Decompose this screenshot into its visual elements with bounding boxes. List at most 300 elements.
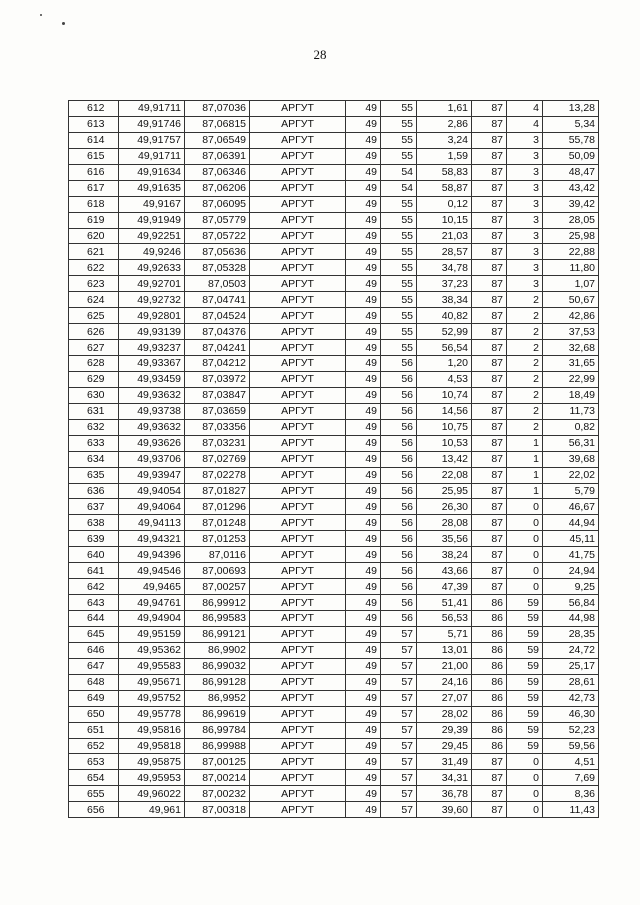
lat-minutes-cell: 55 <box>381 292 417 308</box>
page-number: 28 <box>313 47 327 62</box>
object-name-cell: АРГУТ <box>250 292 346 308</box>
longitude-cell: 87,06815 <box>185 116 250 132</box>
point-number-cell: 633 <box>69 435 119 451</box>
lon-seconds-cell: 28,35 <box>543 626 599 642</box>
object-name-cell: АРГУТ <box>250 101 346 117</box>
lon-minutes-cell: 59 <box>507 658 543 674</box>
lat-seconds-cell: 13,01 <box>417 642 472 658</box>
lat-degrees-cell: 49 <box>346 499 381 515</box>
lat-minutes-cell: 54 <box>381 180 417 196</box>
table-row <box>69 371 599 387</box>
lat-degrees-cell: 49 <box>346 244 381 260</box>
lat-minutes-cell: 56 <box>381 531 417 547</box>
lon-degrees-cell: 87 <box>472 212 507 228</box>
lon-seconds-cell: 7,69 <box>543 770 599 786</box>
table-row <box>69 722 599 738</box>
latitude-cell: 49,95953 <box>119 770 185 786</box>
longitude-cell: 87,0503 <box>185 276 250 292</box>
lon-degrees-cell: 87 <box>472 387 507 403</box>
object-name-cell: АРГУТ <box>250 547 346 563</box>
lon-seconds-cell: 8,36 <box>543 786 599 802</box>
latitude-cell: 49,94321 <box>119 531 185 547</box>
lon-degrees-cell: 87 <box>472 499 507 515</box>
table-row <box>69 324 599 340</box>
lat-seconds-cell: 36,78 <box>417 786 472 802</box>
lat-degrees-cell: 49 <box>346 387 381 403</box>
point-number-cell: 655 <box>69 786 119 802</box>
lon-degrees-cell: 87 <box>472 132 507 148</box>
lon-seconds-cell: 13,28 <box>543 101 599 117</box>
point-number-cell: 615 <box>69 148 119 164</box>
latitude-cell: 49,94761 <box>119 595 185 611</box>
lon-minutes-cell: 59 <box>507 642 543 658</box>
lat-degrees-cell: 49 <box>346 308 381 324</box>
point-number-cell: 656 <box>69 802 119 818</box>
lat-minutes-cell: 55 <box>381 244 417 260</box>
latitude-cell: 49,94113 <box>119 515 185 531</box>
lat-minutes-cell: 55 <box>381 212 417 228</box>
lat-degrees-cell: 49 <box>346 356 381 372</box>
lat-seconds-cell: 4,53 <box>417 371 472 387</box>
lon-seconds-cell: 39,42 <box>543 196 599 212</box>
lon-minutes-cell: 1 <box>507 451 543 467</box>
longitude-cell: 87,00693 <box>185 563 250 579</box>
lat-degrees-cell: 49 <box>346 132 381 148</box>
lon-minutes-cell: 59 <box>507 626 543 642</box>
point-number-cell: 618 <box>69 196 119 212</box>
lon-minutes-cell: 0 <box>507 531 543 547</box>
lon-seconds-cell: 11,80 <box>543 260 599 276</box>
object-name-cell: АРГУТ <box>250 499 346 515</box>
lon-seconds-cell: 24,94 <box>543 563 599 579</box>
lon-seconds-cell: 56,31 <box>543 435 599 451</box>
lat-degrees-cell: 49 <box>346 276 381 292</box>
table-row <box>69 802 599 818</box>
point-number-cell: 634 <box>69 451 119 467</box>
lat-minutes-cell: 57 <box>381 722 417 738</box>
latitude-cell: 49,95875 <box>119 754 185 770</box>
lat-seconds-cell: 14,56 <box>417 403 472 419</box>
lat-degrees-cell: 49 <box>346 403 381 419</box>
latitude-cell: 49,93632 <box>119 387 185 403</box>
table-row <box>69 148 599 164</box>
point-number-cell: 651 <box>69 722 119 738</box>
point-number-cell: 646 <box>69 642 119 658</box>
lon-minutes-cell: 59 <box>507 595 543 611</box>
point-number-cell: 631 <box>69 403 119 419</box>
lat-seconds-cell: 31,49 <box>417 754 472 770</box>
point-number-cell: 630 <box>69 387 119 403</box>
lon-degrees-cell: 87 <box>472 451 507 467</box>
lon-degrees-cell: 86 <box>472 722 507 738</box>
lat-degrees-cell: 49 <box>346 626 381 642</box>
table-row <box>69 196 599 212</box>
point-number-cell: 628 <box>69 356 119 372</box>
table-row <box>69 228 599 244</box>
latitude-cell: 49,93139 <box>119 324 185 340</box>
longitude-cell: 87,06391 <box>185 148 250 164</box>
latitude-cell: 49,93632 <box>119 419 185 435</box>
lon-minutes-cell: 3 <box>507 260 543 276</box>
lon-minutes-cell: 2 <box>507 371 543 387</box>
lat-seconds-cell: 10,75 <box>417 419 472 435</box>
longitude-cell: 87,04241 <box>185 340 250 356</box>
latitude-cell: 49,9465 <box>119 579 185 595</box>
table-row <box>69 642 599 658</box>
longitude-cell: 87,03659 <box>185 403 250 419</box>
lon-seconds-cell: 44,94 <box>543 515 599 531</box>
lon-seconds-cell: 28,61 <box>543 674 599 690</box>
lat-minutes-cell: 56 <box>381 515 417 531</box>
longitude-cell: 87,05636 <box>185 244 250 260</box>
lon-seconds-cell: 43,42 <box>543 180 599 196</box>
lat-degrees-cell: 49 <box>346 435 381 451</box>
lat-degrees-cell: 49 <box>346 786 381 802</box>
lon-degrees-cell: 87 <box>472 419 507 435</box>
lon-minutes-cell: 0 <box>507 547 543 563</box>
object-name-cell: АРГУТ <box>250 802 346 818</box>
lon-seconds-cell: 46,30 <box>543 706 599 722</box>
lon-degrees-cell: 87 <box>472 515 507 531</box>
point-number-cell: 640 <box>69 547 119 563</box>
point-number-cell: 642 <box>69 579 119 595</box>
point-number-cell: 612 <box>69 101 119 117</box>
lon-minutes-cell: 2 <box>507 387 543 403</box>
lon-seconds-cell: 45,11 <box>543 531 599 547</box>
lon-minutes-cell: 0 <box>507 770 543 786</box>
lat-minutes-cell: 57 <box>381 770 417 786</box>
latitude-cell: 49,93738 <box>119 403 185 419</box>
lon-minutes-cell: 59 <box>507 674 543 690</box>
table-row <box>69 180 599 196</box>
lon-degrees-cell: 87 <box>472 292 507 308</box>
point-number-cell: 632 <box>69 419 119 435</box>
lat-degrees-cell: 49 <box>346 371 381 387</box>
lat-seconds-cell: 39,60 <box>417 802 472 818</box>
lon-degrees-cell: 87 <box>472 483 507 499</box>
lat-minutes-cell: 57 <box>381 658 417 674</box>
lat-degrees-cell: 49 <box>346 116 381 132</box>
lon-degrees-cell: 87 <box>472 563 507 579</box>
lon-minutes-cell: 0 <box>507 754 543 770</box>
table-row <box>69 356 599 372</box>
table-row <box>69 340 599 356</box>
point-number-cell: 649 <box>69 690 119 706</box>
object-name-cell: АРГУТ <box>250 180 346 196</box>
lat-seconds-cell: 34,31 <box>417 770 472 786</box>
lon-minutes-cell: 3 <box>507 180 543 196</box>
point-number-cell: 620 <box>69 228 119 244</box>
lat-minutes-cell: 56 <box>381 483 417 499</box>
latitude-cell: 49,92251 <box>119 228 185 244</box>
latitude-cell: 49,94054 <box>119 483 185 499</box>
object-name-cell: АРГУТ <box>250 754 346 770</box>
lat-degrees-cell: 49 <box>346 547 381 563</box>
lat-seconds-cell: 10,15 <box>417 212 472 228</box>
longitude-cell: 87,05779 <box>185 212 250 228</box>
lon-minutes-cell: 59 <box>507 722 543 738</box>
table-row <box>69 483 599 499</box>
lat-minutes-cell: 56 <box>381 579 417 595</box>
latitude-cell: 49,95818 <box>119 738 185 754</box>
latitude-cell: 49,91634 <box>119 164 185 180</box>
lat-minutes-cell: 57 <box>381 690 417 706</box>
lat-minutes-cell: 56 <box>381 371 417 387</box>
lon-degrees-cell: 87 <box>472 371 507 387</box>
lat-seconds-cell: 38,24 <box>417 547 472 563</box>
lon-minutes-cell: 3 <box>507 212 543 228</box>
lon-degrees-cell: 86 <box>472 611 507 627</box>
lat-seconds-cell: 43,66 <box>417 563 472 579</box>
lat-degrees-cell: 49 <box>346 770 381 786</box>
latitude-cell: 49,94904 <box>119 611 185 627</box>
longitude-cell: 87,03231 <box>185 435 250 451</box>
lat-seconds-cell: 56,53 <box>417 611 472 627</box>
latitude-cell: 49,95159 <box>119 626 185 642</box>
lat-degrees-cell: 49 <box>346 642 381 658</box>
latitude-cell: 49,95671 <box>119 674 185 690</box>
lon-minutes-cell: 3 <box>507 132 543 148</box>
longitude-cell: 86,99128 <box>185 674 250 690</box>
table-row <box>69 276 599 292</box>
lat-seconds-cell: 10,74 <box>417 387 472 403</box>
lat-degrees-cell: 49 <box>346 212 381 228</box>
object-name-cell: АРГУТ <box>250 340 346 356</box>
lat-seconds-cell: 52,99 <box>417 324 472 340</box>
lon-seconds-cell: 41,75 <box>543 547 599 563</box>
object-name-cell: АРГУТ <box>250 324 346 340</box>
lon-degrees-cell: 87 <box>472 308 507 324</box>
lon-minutes-cell: 3 <box>507 244 543 260</box>
lat-minutes-cell: 57 <box>381 786 417 802</box>
lat-seconds-cell: 22,08 <box>417 467 472 483</box>
table-row <box>69 244 599 260</box>
scan-mark <box>40 14 42 16</box>
lat-seconds-cell: 10,53 <box>417 435 472 451</box>
lat-minutes-cell: 55 <box>381 196 417 212</box>
table-row <box>69 292 599 308</box>
lon-minutes-cell: 1 <box>507 483 543 499</box>
table-row <box>69 754 599 770</box>
lat-seconds-cell: 26,30 <box>417 499 472 515</box>
point-number-cell: 641 <box>69 563 119 579</box>
object-name-cell: АРГУТ <box>250 435 346 451</box>
longitude-cell: 87,01248 <box>185 515 250 531</box>
lat-minutes-cell: 56 <box>381 419 417 435</box>
longitude-cell: 87,01827 <box>185 483 250 499</box>
table-row <box>69 101 599 117</box>
object-name-cell: АРГУТ <box>250 116 346 132</box>
lon-seconds-cell: 50,67 <box>543 292 599 308</box>
point-number-cell: 617 <box>69 180 119 196</box>
longitude-cell: 87,00125 <box>185 754 250 770</box>
longitude-cell: 86,9902 <box>185 642 250 658</box>
lon-minutes-cell: 0 <box>507 786 543 802</box>
point-number-cell: 645 <box>69 626 119 642</box>
lon-minutes-cell: 59 <box>507 611 543 627</box>
latitude-cell: 49,93947 <box>119 467 185 483</box>
table-row <box>69 387 599 403</box>
lon-seconds-cell: 44,98 <box>543 611 599 627</box>
point-number-cell: 625 <box>69 308 119 324</box>
latitude-cell: 49,91711 <box>119 101 185 117</box>
latitude-cell: 49,95778 <box>119 706 185 722</box>
longitude-cell: 87,06095 <box>185 196 250 212</box>
point-number-cell: 613 <box>69 116 119 132</box>
object-name-cell: АРГУТ <box>250 387 346 403</box>
lon-seconds-cell: 1,07 <box>543 276 599 292</box>
object-name-cell: АРГУТ <box>250 531 346 547</box>
lon-minutes-cell: 2 <box>507 324 543 340</box>
lat-degrees-cell: 49 <box>346 595 381 611</box>
object-name-cell: АРГУТ <box>250 371 346 387</box>
lat-seconds-cell: 2,86 <box>417 116 472 132</box>
object-name-cell: АРГУТ <box>250 690 346 706</box>
latitude-cell: 49,94546 <box>119 563 185 579</box>
lat-minutes-cell: 55 <box>381 116 417 132</box>
lat-degrees-cell: 49 <box>346 515 381 531</box>
lat-degrees-cell: 49 <box>346 722 381 738</box>
lat-degrees-cell: 49 <box>346 658 381 674</box>
object-name-cell: АРГУТ <box>250 674 346 690</box>
lon-minutes-cell: 0 <box>507 802 543 818</box>
lat-degrees-cell: 49 <box>346 531 381 547</box>
latitude-cell: 49,93459 <box>119 371 185 387</box>
lat-degrees-cell: 49 <box>346 451 381 467</box>
lon-seconds-cell: 42,86 <box>543 308 599 324</box>
lat-minutes-cell: 56 <box>381 467 417 483</box>
lon-degrees-cell: 87 <box>472 116 507 132</box>
longitude-cell: 87,07036 <box>185 101 250 117</box>
lon-minutes-cell: 3 <box>507 164 543 180</box>
lat-minutes-cell: 56 <box>381 595 417 611</box>
lat-minutes-cell: 55 <box>381 324 417 340</box>
object-name-cell: АРГУТ <box>250 579 346 595</box>
lon-degrees-cell: 87 <box>472 101 507 117</box>
lon-degrees-cell: 87 <box>472 164 507 180</box>
table-row <box>69 467 599 483</box>
lon-seconds-cell: 4,51 <box>543 754 599 770</box>
lon-degrees-cell: 86 <box>472 690 507 706</box>
point-number-cell: 654 <box>69 770 119 786</box>
lat-seconds-cell: 0,12 <box>417 196 472 212</box>
lon-minutes-cell: 3 <box>507 228 543 244</box>
longitude-cell: 86,99619 <box>185 706 250 722</box>
lon-degrees-cell: 87 <box>472 467 507 483</box>
lat-degrees-cell: 49 <box>346 674 381 690</box>
latitude-cell: 49,91635 <box>119 180 185 196</box>
object-name-cell: АРГУТ <box>250 786 346 802</box>
lat-degrees-cell: 49 <box>346 292 381 308</box>
lat-degrees-cell: 49 <box>346 419 381 435</box>
table-row <box>69 770 599 786</box>
lon-degrees-cell: 87 <box>472 802 507 818</box>
lon-seconds-cell: 32,68 <box>543 340 599 356</box>
longitude-cell: 87,06549 <box>185 132 250 148</box>
latitude-cell: 49,92801 <box>119 308 185 324</box>
latitude-cell: 49,9246 <box>119 244 185 260</box>
lat-minutes-cell: 54 <box>381 164 417 180</box>
longitude-cell: 87,0116 <box>185 547 250 563</box>
point-number-cell: 621 <box>69 244 119 260</box>
object-name-cell: АРГУТ <box>250 132 346 148</box>
object-name-cell: АРГУТ <box>250 770 346 786</box>
lat-seconds-cell: 21,03 <box>417 228 472 244</box>
longitude-cell: 87,00318 <box>185 802 250 818</box>
lon-seconds-cell: 11,73 <box>543 403 599 419</box>
latitude-cell: 49,96022 <box>119 786 185 802</box>
point-number-cell: 643 <box>69 595 119 611</box>
lon-seconds-cell: 11,43 <box>543 802 599 818</box>
lon-minutes-cell: 2 <box>507 419 543 435</box>
table-row <box>69 164 599 180</box>
lat-degrees-cell: 49 <box>346 101 381 117</box>
latitude-cell: 49,91711 <box>119 148 185 164</box>
lon-degrees-cell: 86 <box>472 674 507 690</box>
lon-minutes-cell: 0 <box>507 515 543 531</box>
lat-minutes-cell: 57 <box>381 674 417 690</box>
lat-degrees-cell: 49 <box>346 738 381 754</box>
lon-degrees-cell: 87 <box>472 324 507 340</box>
lat-minutes-cell: 57 <box>381 738 417 754</box>
lon-seconds-cell: 9,25 <box>543 579 599 595</box>
lon-seconds-cell: 56,84 <box>543 595 599 611</box>
lat-minutes-cell: 55 <box>381 101 417 117</box>
latitude-cell: 49,92701 <box>119 276 185 292</box>
longitude-cell: 87,01253 <box>185 531 250 547</box>
point-number-cell: 652 <box>69 738 119 754</box>
lat-minutes-cell: 56 <box>381 499 417 515</box>
lat-minutes-cell: 56 <box>381 547 417 563</box>
longitude-cell: 87,00232 <box>185 786 250 802</box>
lon-seconds-cell: 46,67 <box>543 499 599 515</box>
table-row <box>69 132 599 148</box>
object-name-cell: АРГУТ <box>250 419 346 435</box>
point-number-cell: 650 <box>69 706 119 722</box>
latitude-cell: 49,95362 <box>119 642 185 658</box>
lat-minutes-cell: 56 <box>381 387 417 403</box>
lat-minutes-cell: 57 <box>381 626 417 642</box>
longitude-cell: 87,03972 <box>185 371 250 387</box>
longitude-cell: 86,99784 <box>185 722 250 738</box>
point-number-cell: 622 <box>69 260 119 276</box>
object-name-cell: АРГУТ <box>250 626 346 642</box>
lat-minutes-cell: 55 <box>381 132 417 148</box>
lat-seconds-cell: 58,83 <box>417 164 472 180</box>
lat-minutes-cell: 55 <box>381 276 417 292</box>
longitude-cell: 87,01296 <box>185 499 250 515</box>
lat-minutes-cell: 57 <box>381 706 417 722</box>
lat-degrees-cell: 49 <box>346 164 381 180</box>
object-name-cell: АРГУТ <box>250 451 346 467</box>
lon-degrees-cell: 87 <box>472 547 507 563</box>
lat-seconds-cell: 28,02 <box>417 706 472 722</box>
object-name-cell: АРГУТ <box>250 595 346 611</box>
point-number-cell: 635 <box>69 467 119 483</box>
lon-degrees-cell: 87 <box>472 260 507 276</box>
coordinates-table <box>68 100 599 818</box>
lon-degrees-cell: 87 <box>472 196 507 212</box>
lat-degrees-cell: 49 <box>346 324 381 340</box>
lat-degrees-cell: 49 <box>346 611 381 627</box>
object-name-cell: АРГУТ <box>250 563 346 579</box>
lon-minutes-cell: 3 <box>507 148 543 164</box>
lon-seconds-cell: 48,47 <box>543 164 599 180</box>
point-number-cell: 648 <box>69 674 119 690</box>
lat-minutes-cell: 55 <box>381 340 417 356</box>
object-name-cell: АРГУТ <box>250 308 346 324</box>
object-name-cell: АРГУТ <box>250 706 346 722</box>
